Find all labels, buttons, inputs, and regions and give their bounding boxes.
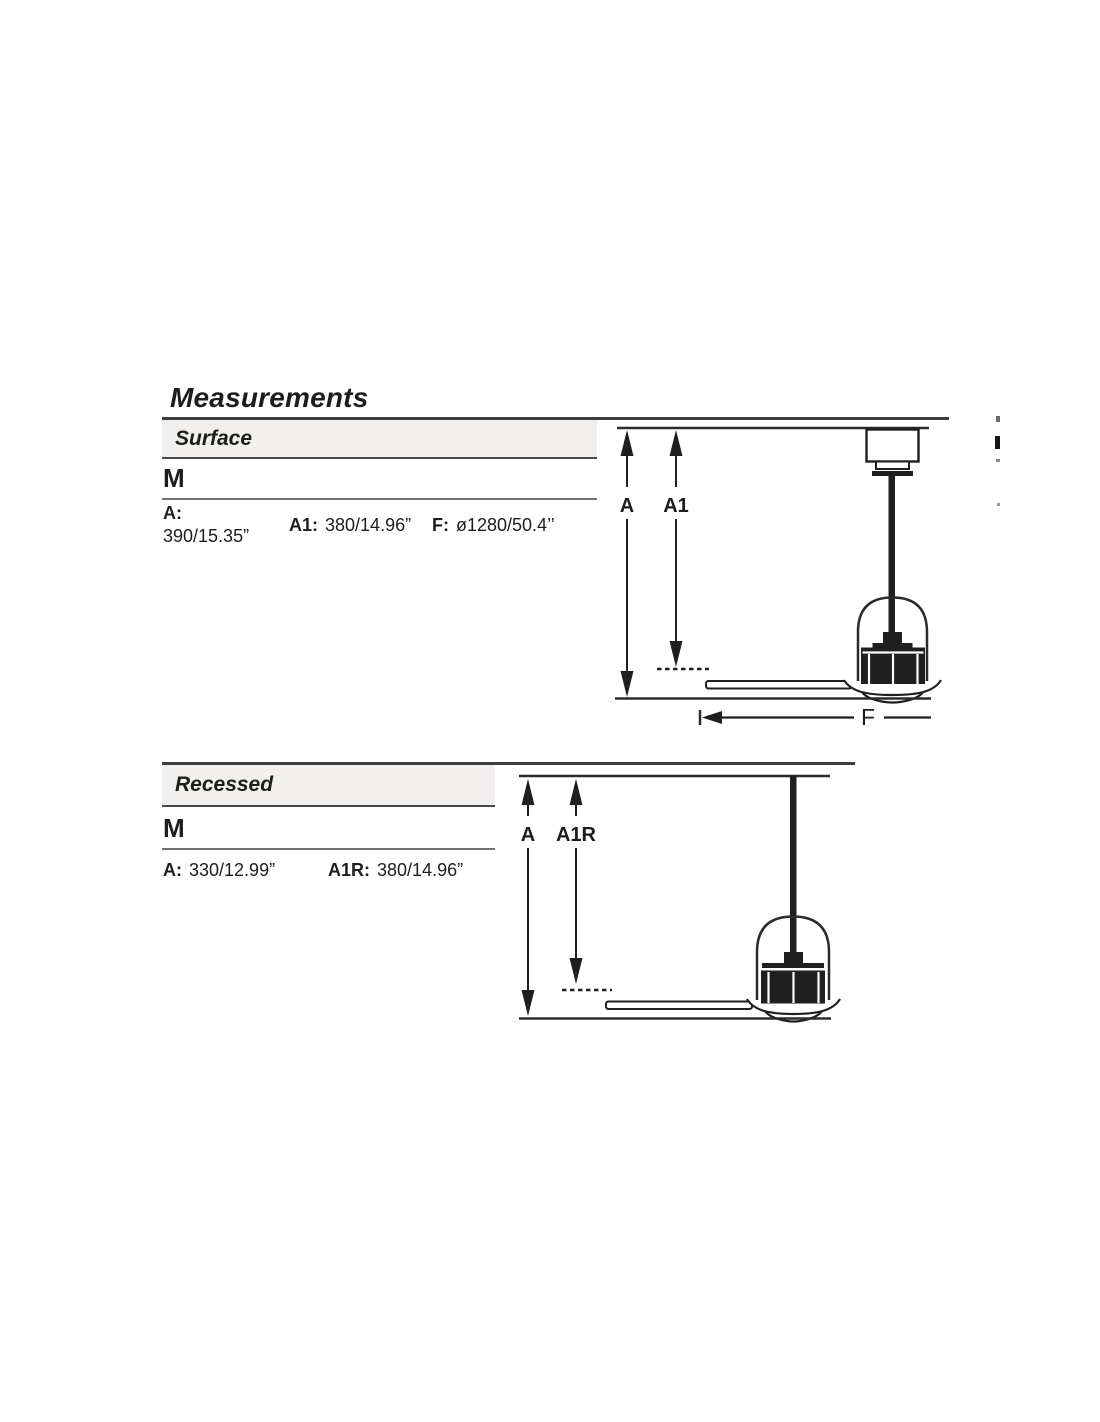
recessed-model-label: M (163, 813, 185, 843)
suspension-rod (790, 776, 797, 952)
dim-label-a: A (619, 495, 635, 517)
recessed-measure-a1r (328, 860, 463, 881)
recessed-header-label: Recessed (175, 773, 274, 796)
measure-a1-value: 380/14.96” (325, 515, 412, 535)
measure-f-label: F: (432, 515, 449, 535)
recessed-measure-a (163, 860, 275, 881)
surface-header-bar (162, 420, 597, 457)
arrowhead-up (670, 430, 683, 456)
recessed-mount-diagram (490, 755, 870, 1045)
canopy-box (867, 430, 919, 462)
measure-a1-label: A1: (289, 515, 319, 535)
arrowhead-up (522, 779, 535, 805)
suspension-rod (889, 476, 896, 632)
surface-model-rule (162, 498, 597, 500)
motor-cap (784, 952, 803, 964)
arrowhead-up (621, 430, 634, 456)
dimension-arrow-a (620, 430, 634, 697)
arrowhead-down (570, 958, 583, 984)
measure-a1r-value: 380/14.96” (377, 860, 464, 880)
fan-blade (706, 681, 852, 689)
dim-label-f: F (860, 704, 876, 730)
recessed-header-bottom-rule (162, 805, 495, 807)
edge-fragment (997, 503, 1000, 506)
edge-fragment (996, 459, 1000, 462)
motor-plate (762, 963, 824, 968)
arrowhead-left (702, 711, 722, 724)
edge-fragment (995, 436, 1000, 449)
arrowhead-up (570, 779, 583, 805)
recessed-header-bar (162, 765, 495, 805)
surface-measure-a (163, 502, 249, 548)
dim-label-a1r: A1R (555, 824, 597, 846)
dim-label-a1: A1 (663, 495, 689, 517)
surface-mount-diagram (595, 410, 1005, 735)
measure-a1r-label: A1R: (328, 860, 371, 880)
canopy-plate (872, 471, 913, 476)
surface-measure-a1 (289, 515, 411, 536)
measure-f-value: ø1280/50.4’’ (456, 515, 555, 535)
measure-a-value: 390/15.35” (163, 526, 250, 546)
arrowhead-down (522, 990, 535, 1016)
canopy-step (876, 462, 909, 470)
arrowhead-down (621, 671, 634, 697)
surface-model-label: M (163, 463, 185, 493)
dimension-arrow-a (521, 779, 535, 1016)
dimension-line-f (700, 704, 931, 730)
dimension-arrow-a1r (556, 779, 597, 984)
surface-measure-f (432, 515, 555, 536)
surface-header-label: Surface (175, 426, 253, 450)
dim-label-a: A (520, 824, 536, 846)
dimension-arrow-a1 (663, 430, 689, 667)
recessed-model-rule (162, 848, 495, 850)
measure-a-label: A: (163, 503, 182, 523)
surface-header-bottom-rule (162, 457, 597, 459)
measure-a-label: A: (163, 860, 182, 880)
measure-a-value: 330/12.99” (189, 860, 276, 880)
arrowhead-down (670, 641, 683, 667)
edge-fragment (996, 416, 1000, 422)
fan-blade (606, 1002, 752, 1010)
page-title: Measurements (170, 382, 369, 413)
